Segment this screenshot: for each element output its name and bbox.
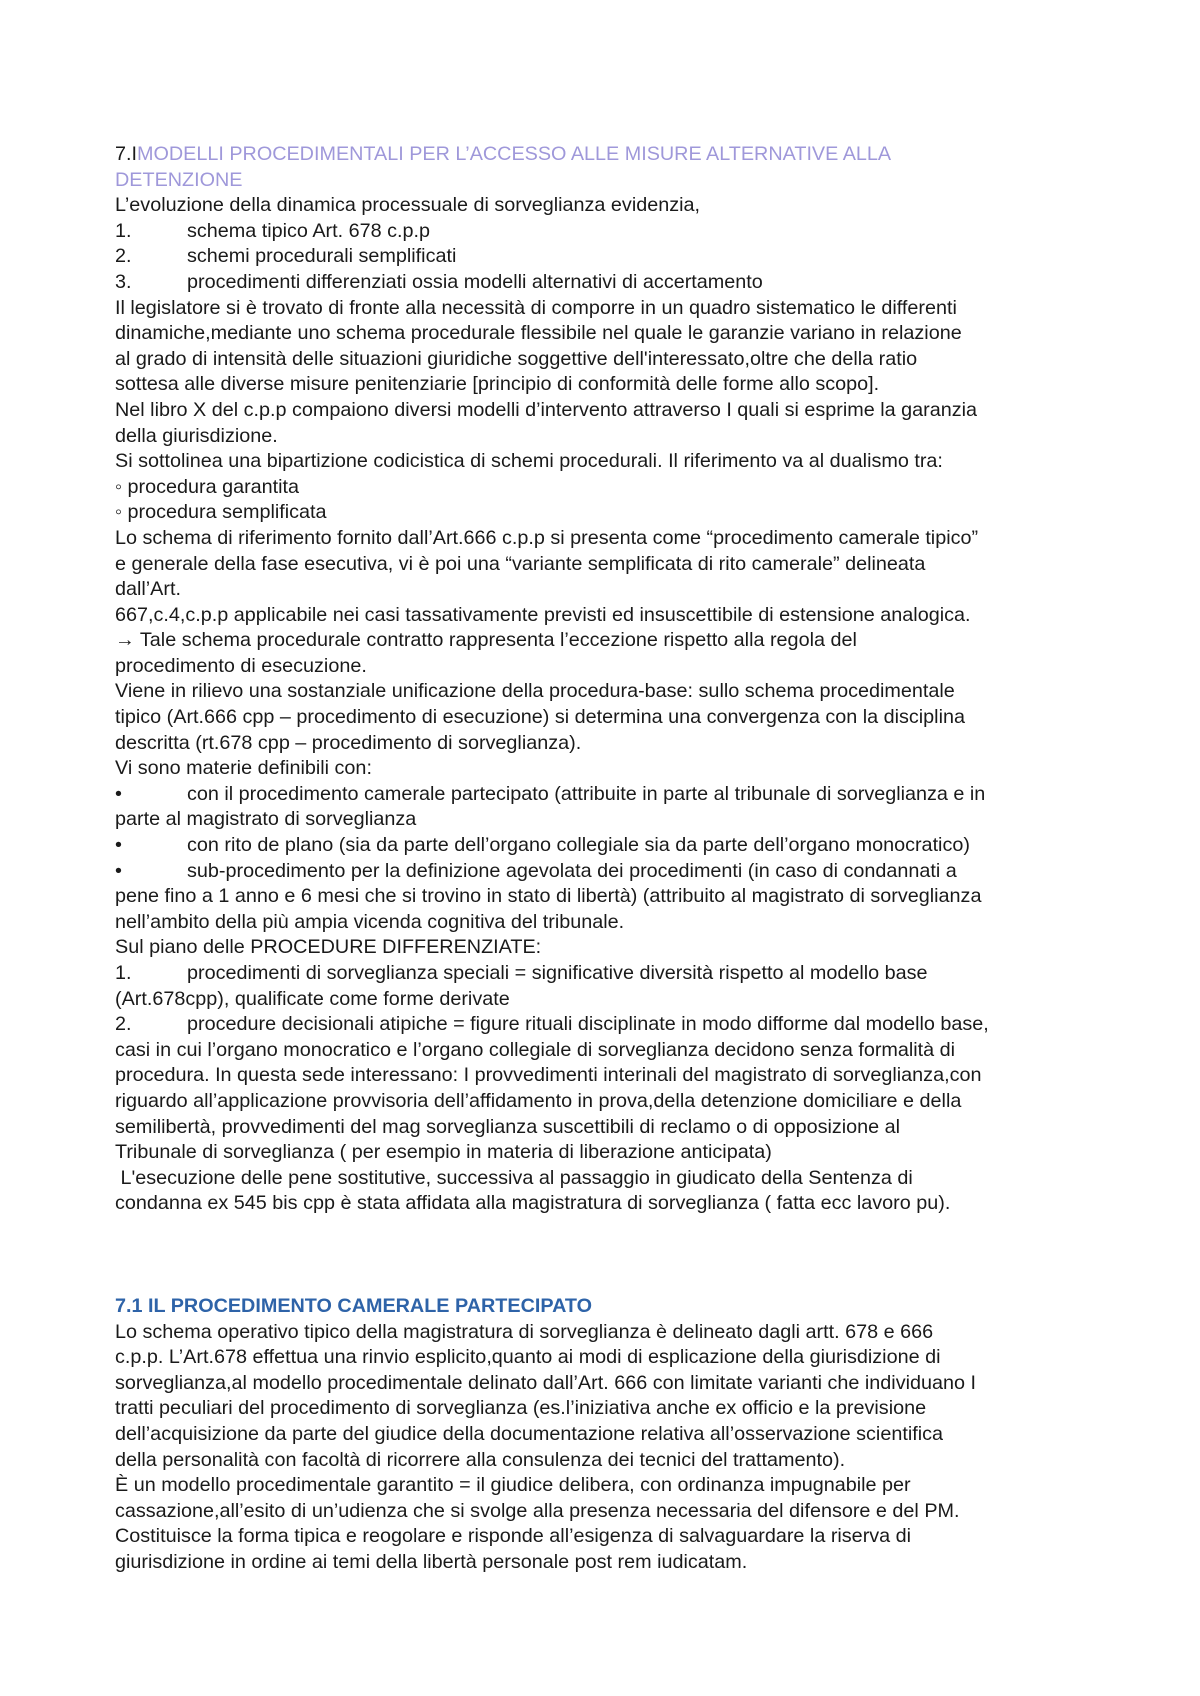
bullet-marker: •	[115, 859, 122, 882]
document-page	[115, 142, 1115, 1575]
list-item-continuation: casi in cui l’organo monocratico e l’organo collegiale di sorveglianza decidono senza formalità di	[115, 1038, 956, 1061]
list-marker: 1.	[115, 219, 132, 242]
section-title-line1: MODELLI PROCEDIMENTALI PER L’ACCESSO ALLE MISURE ALTERNATIVE ALLA	[137, 143, 892, 165]
paragraph-line: e generale della fase esecutiva, vi è poi una “variante semplificata di rito camerale” delineata	[115, 552, 926, 575]
list-item-continuation: (Art.678cpp), qualificate come forme derivate	[115, 987, 510, 1010]
list-item	[115, 782, 1115, 808]
paragraph-line: Il legislatore si è trovato di fronte alla necessità di comporre in un quadro sistematico le differenti	[115, 296, 957, 319]
list-item-continuation: parte al magistrato di sorveglianza	[115, 808, 417, 831]
paragraph-line: sottesa alle diverse misure penitenziarie [principio di conformità delle forme allo scopo].	[115, 373, 880, 396]
paragraph-line: giurisdizione in ordine ai temi della libertà personale post rem iudicatam.	[115, 1550, 748, 1573]
list-item-continuation: pene fino a 1 anno e 6 mesi che si trovino in stato di libertà) (attribuito al magistrato di sorveglianza	[115, 885, 982, 908]
bullet-marker: •	[115, 834, 122, 857]
paragraph-line: È un modello procedimentale garantito = il giudice delibera, con ordinanza impugnabile per	[115, 1474, 911, 1497]
paragraph-line: Vi sono materie definibili con:	[115, 757, 372, 780]
paragraph-line: tratti peculiari del procedimento di sorveglianza (es.l’iniziativa anche ex officio e la previsione	[115, 1397, 927, 1420]
section-number: 7.I	[115, 143, 137, 165]
list-item	[115, 1012, 1115, 1038]
paragraph-line: L'esecuzione delle pene sostitutive, successiva al passaggio in giudicato della Sentenza di	[115, 1166, 913, 1189]
list-text: con rito de plano (sia da parte dell’organo collegiale sia da parte dell’organo monocratico)	[187, 834, 970, 857]
paragraph-line: descritta (rt.678 cpp – procedimento di sorveglianza).	[115, 731, 582, 754]
paragraph-line: L’evoluzione della dinamica processuale di sorveglianza evidenzia,	[115, 194, 701, 217]
section-heading	[115, 142, 1115, 168]
list-item-continuation: Tribunale di sorveglianza ( per esempio in materia di liberazione anticipata)	[115, 1141, 772, 1164]
list-marker: 1.	[115, 962, 132, 984]
paragraph-line: condanna ex 545 bis cpp è stata affidata alla magistratura di sorveglianza ( fatta ecc lavoro pu).	[115, 1192, 951, 1215]
paragraph-line: Nel libro X del c.p.p compaiono diversi modelli d’intervento attraverso I quali si esprime la garanzia	[115, 398, 978, 421]
list-marker: 3.	[115, 270, 132, 293]
paragraph-line: dell’acquisizione da parte del giudice della documentazione relativa all’osservazione scientifica	[115, 1422, 944, 1445]
paragraph-line: dall’Art.	[115, 578, 181, 601]
paragraph-line: Lo schema operativo tipico della magistratura di sorveglianza è delineato dagli artt. 678 e 666	[115, 1320, 934, 1343]
list-item	[115, 244, 1115, 270]
list-item	[115, 833, 1115, 859]
list-item-continuation: semilibertà, provvedimenti del mag sorveglianza suscettibili di reclamo o di opposizione al	[115, 1115, 901, 1138]
paragraph-line: della giurisdizione.	[115, 424, 278, 447]
paragraph-line: 667,c.4,c.p.p applicabile nei casi tassativamente previsti ed insuscettibile di estensione analogica.	[115, 603, 971, 626]
paragraph-line: della personalità con facoltà di ricorrere alla consulenza dei tecnici del trattamento).	[115, 1448, 846, 1471]
paragraph-line: tipico (Art.666 cpp – procedimento di esecuzione) si determina una convergenza con la disciplina	[115, 706, 965, 729]
list-text: procedure decisionali atipiche = figure rituali disciplinate in modo difforme dal modello base,	[187, 1013, 989, 1036]
subsection-heading: 7.1 IL PROCEDIMENTO CAMERALE PARTECIPATO	[115, 1294, 592, 1317]
list-text: sub-procedimento per la definizione agevolata dei procedimenti (in caso di condannati a	[187, 859, 957, 882]
paragraph-line: → Tale schema procedurale contratto rappresenta l’eccezione rispetto alla regola del	[115, 629, 857, 652]
paragraph-line: sorveglianza,al modello procedimentale delinato dall’Art. 666 con limitate varianti che individuano I	[115, 1371, 976, 1394]
list-item	[115, 961, 1115, 987]
paragraph-line: procedimento di esecuzione.	[115, 654, 367, 677]
list-item	[115, 859, 1115, 885]
list-marker: 2.	[115, 245, 132, 268]
list-item	[115, 270, 1115, 296]
paragraph-line: Viene in rilievo una sostanziale unificazione della procedura-base: sullo schema procedimentale	[115, 680, 955, 703]
paragraph-line: cassazione,all’esito di un’udienza che si svolge alla presenza necessaria del difensore e del PM.	[115, 1499, 960, 1522]
section-spacer	[115, 1217, 1115, 1294]
list-item	[115, 219, 1115, 245]
paragraph-line: Si sottolinea una bipartizione codicistica di schemi procedurali. Il riferimento va al dualismo tra:	[115, 450, 943, 473]
list-item-continuation: riguardo all’applicazione provvisoria dell’affidamento in prova,della detenzione domiciliare e della	[115, 1089, 962, 1112]
list-item-continuation: nell’ambito della più ampia vicenda cognitiva del tribunale.	[115, 910, 625, 933]
list-item: ◦ procedura garantita	[115, 475, 300, 498]
list-marker: 2.	[115, 1013, 132, 1036]
list-item-continuation: procedura. In questa sede interessano: I provvedimenti interinali del magistrato di sorveglianza,con	[115, 1064, 982, 1087]
paragraph-line: Costituisce la forma tipica e reogolare e risponde all’esigenza di salvaguardare la riserva di	[115, 1525, 912, 1548]
bullet-marker: •	[115, 782, 122, 805]
list-text: procedimenti di sorveglianza speciali = significative diversità rispetto al modello base	[187, 962, 928, 984]
list-text: con il procedimento camerale partecipato (attribuite in parte al tribunale di sorveglianza e in	[187, 782, 986, 805]
list-text: schema tipico Art. 678 c.p.p	[187, 219, 430, 242]
list-item: ◦ procedura semplificata	[115, 501, 327, 524]
paragraph-line: Lo schema di riferimento fornito dall’Art.666 c.p.p si presenta come “procedimento camerale tipico”	[115, 526, 979, 549]
list-text: schemi procedurali semplificati	[187, 245, 457, 268]
paragraph-line: Sul piano delle PROCEDURE DIFFERENZIATE:	[115, 936, 542, 959]
paragraph-line: dinamiche,mediante uno schema procedurale flessibile nel quale le garanzie variano in relazione	[115, 322, 962, 345]
section-title-line2: DETENZIONE	[115, 168, 243, 191]
list-text: procedimenti differenziati ossia modelli alternativi di accertamento	[187, 270, 763, 293]
paragraph-line: al grado di intensità delle situazioni giuridiche soggettive dell'interessato,oltre che della ratio	[115, 347, 918, 370]
paragraph-line: c.p.p. L’Art.678 effettua una rinvio esplicito,quanto ai modi di esplicazione della giurisdizione di	[115, 1346, 941, 1369]
